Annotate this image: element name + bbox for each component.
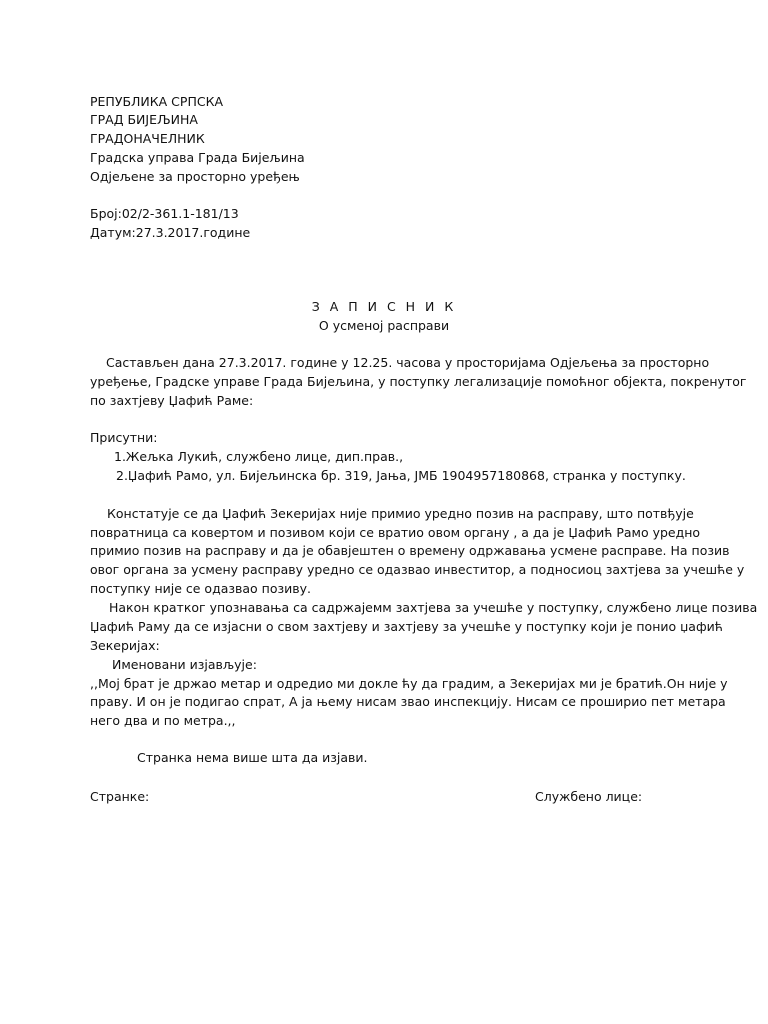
body-line: Констатује се да Џафић Зекеријах није примио уредно позив на расправу, што потвђује xyxy=(107,506,694,521)
body-line: Зекеријах: xyxy=(90,638,160,653)
body-line: Џафић Раму да се изјасни о свом захтјеву и захтјеву за учешће у поступку који је понио џафић xyxy=(90,619,723,634)
closing-line: Странка нема више шта да изјави. xyxy=(137,750,368,765)
present-label: Присутни: xyxy=(90,430,158,445)
signature-parties: Странке: xyxy=(90,789,150,804)
body-line: поступку није се одазвао позиву. xyxy=(90,581,312,596)
present-item: 2.Џафић Рамо, ул. Бијељинска бр. 319, Јања, ЈМБ 1904957180868, странка у поступку. xyxy=(116,468,686,483)
header-republic: РЕПУБЛИКА СРПСКА xyxy=(90,94,223,109)
statement-line: ,,Мој брат је држао метар и одредио ми докле ћу да градим, а Зекеријах ми је братић.Он није у xyxy=(90,676,728,691)
intro-line: по захтјеву Џафић Раме: xyxy=(90,393,254,408)
intro-line: Састављен дана 27.3.2017. године у 12.25. часова у просторијама Одјељења за просторно xyxy=(106,355,710,370)
reference-number: Број:02/2-361.1-181/13 xyxy=(90,206,239,221)
body-line: повратница са ковертом и позивом који се вратио овом органу , а да је Џафић Рамо уредно xyxy=(90,525,701,540)
body-line: примио позив на расправу и да је обавјештен о времену одржавања усмене расправе. На позив xyxy=(90,543,730,558)
document-title: З А П И С Н И К xyxy=(311,299,457,314)
body-line: овог органа за усмену расправу уредно се одазвао инвеститор, а подносиоц захтјева за учешће у xyxy=(90,562,745,577)
header-administration: Градска управа Града Бијељина xyxy=(90,150,305,165)
intro-line: уређење, Градске управе Града Бијељина, у поступку легализације помоћног објекта, покренутог xyxy=(90,374,747,389)
header-city: ГРАД БИЈЕЉИНА xyxy=(90,112,198,127)
reference-date: Датум:27.3.2017.године xyxy=(90,225,251,240)
body-line: Након кратког упознавања са садржајемм захтјева за учешће у поступку, службено лице позива xyxy=(109,600,758,615)
document-subtitle: О усменој расправи xyxy=(318,318,450,333)
header-department: Одјељене за просторно уређењ xyxy=(90,169,300,184)
statement-line: праву. И он је подигао спрат, А ја њему нисам звао инспекцију. Нисам се проширио пет метара xyxy=(90,694,726,709)
signature-official: Службено лице: xyxy=(535,789,643,804)
header-mayor: ГРАДОНАЧЕЛНИК xyxy=(90,131,205,146)
statement-label: Именовани изјављује: xyxy=(112,657,257,672)
statement-line: него два и по метра.,, xyxy=(90,713,236,728)
present-item: 1.Жељка Лукић, службено лице, дип.прав., xyxy=(114,449,404,464)
